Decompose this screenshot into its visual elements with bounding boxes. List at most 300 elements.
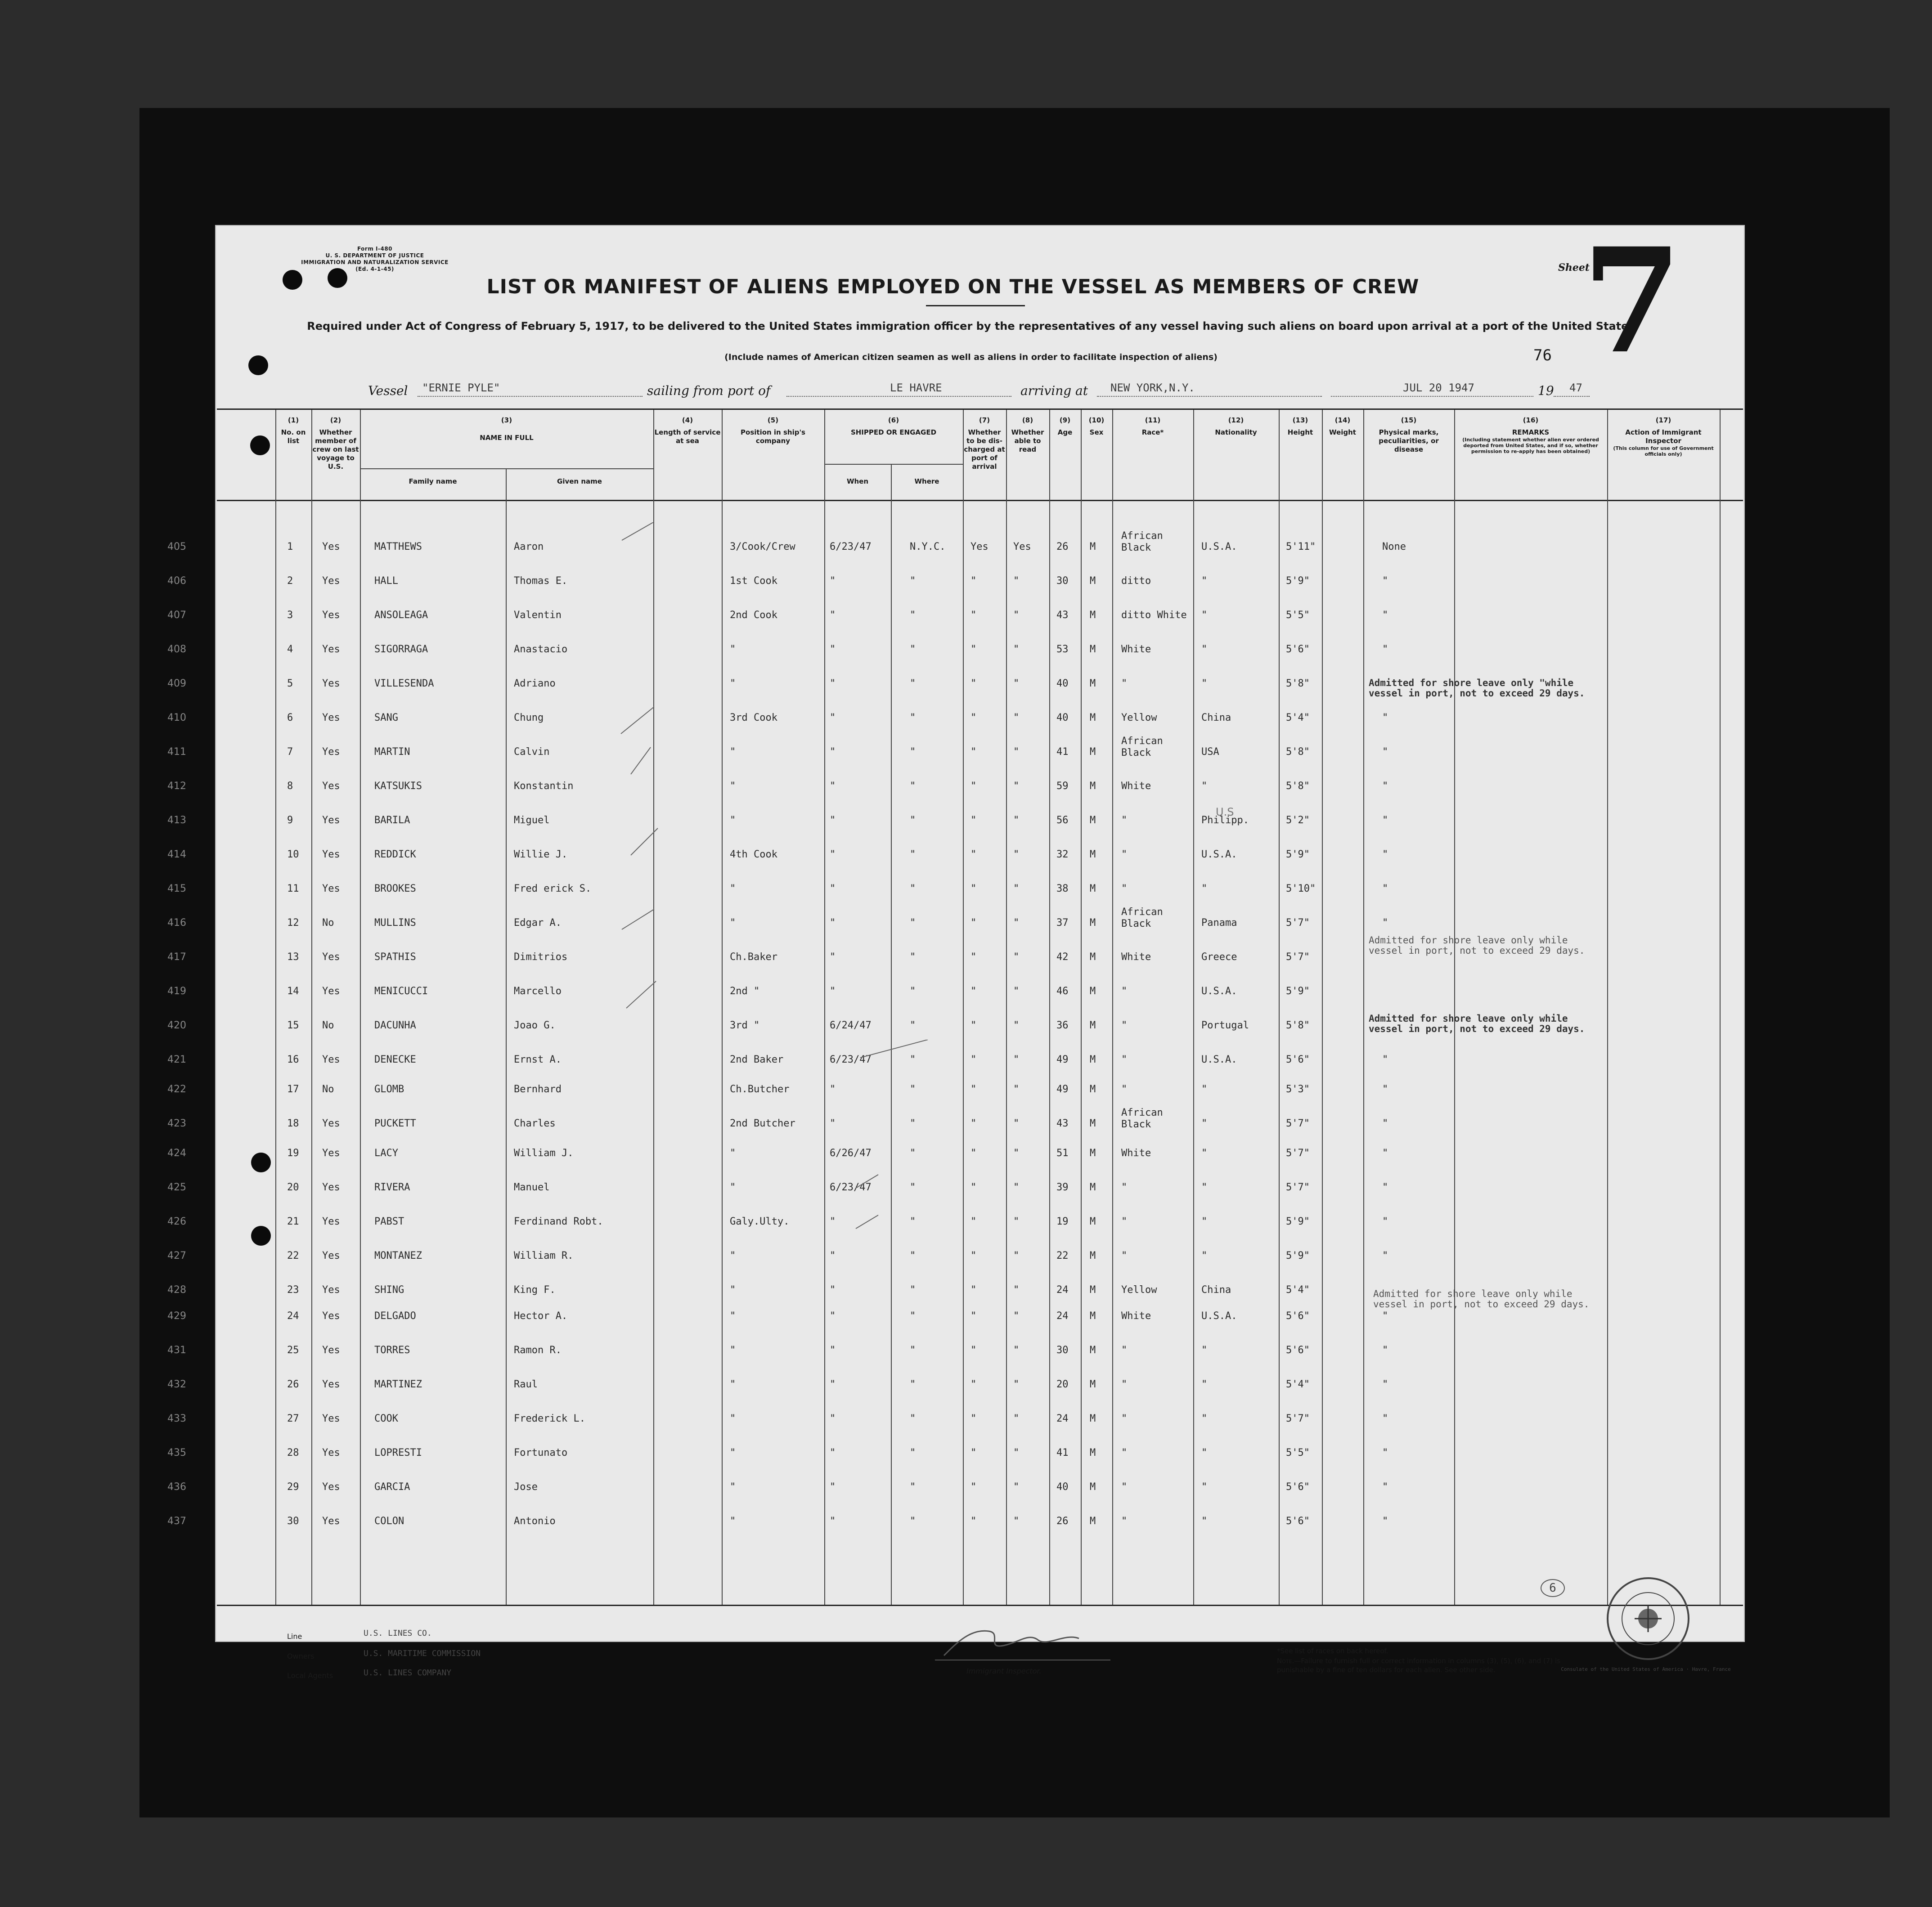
- family-name-cell: GARCIA: [374, 1481, 410, 1493]
- age-cell: 20: [1056, 1379, 1069, 1390]
- last-voyage-cell: Yes: [322, 541, 340, 552]
- height-cell: 5'4": [1286, 1379, 1310, 1390]
- height-cell: 5'9": [1286, 575, 1310, 587]
- discharged-cell: ": [970, 1020, 977, 1031]
- race-cell: White: [1121, 644, 1151, 655]
- shipped-where-cell: ": [910, 781, 916, 792]
- discharged-cell: ": [970, 1084, 977, 1095]
- age-cell: 43: [1056, 610, 1069, 621]
- position-cell: ": [730, 1516, 736, 1527]
- shipped-where-cell: ": [910, 644, 916, 655]
- shipped-where-cell: ": [910, 1413, 916, 1424]
- height-cell: 5'5": [1286, 1447, 1310, 1458]
- col-header-position: (5) Position in ship's company: [741, 416, 805, 445]
- ref-number: 433: [167, 1413, 186, 1424]
- form-identifier: [289, 246, 460, 273]
- family-name-cell: SANG: [374, 712, 398, 723]
- shipped-when-cell: ": [830, 746, 836, 758]
- punch-hole: [283, 270, 302, 290]
- given-name-cell: Miguel: [514, 815, 550, 826]
- discharged-cell: ": [970, 1379, 977, 1390]
- column-rule: [1322, 410, 1323, 1605]
- read-cell: ": [1013, 1447, 1020, 1458]
- position-cell: Galy.Ulty.: [730, 1216, 790, 1227]
- discharged-cell: ": [970, 1118, 977, 1129]
- nationality-cell: ": [1201, 1379, 1208, 1390]
- row-number: 28: [287, 1447, 299, 1458]
- position-cell: 3rd Cook: [730, 712, 777, 723]
- shipped-where-cell: ": [910, 815, 916, 826]
- shipped-where-cell: ": [910, 1516, 916, 1527]
- race-cell: ": [1121, 1250, 1128, 1261]
- age-cell: 42: [1056, 951, 1069, 963]
- sex-cell: M: [1090, 1084, 1096, 1095]
- marks-cell: ": [1382, 1413, 1388, 1424]
- height-cell: 5'9": [1286, 1250, 1310, 1261]
- shipped-when-cell: ": [830, 781, 836, 792]
- col-header-action: (17) Action of Immigrant Inspector (This column for use of Government officials only): [1613, 416, 1714, 457]
- discharged-cell: ": [970, 1216, 977, 1227]
- age-cell: 39: [1056, 1182, 1069, 1193]
- read-cell: ": [1013, 917, 1020, 929]
- read-cell: ": [1013, 1084, 1020, 1095]
- race-cell: ditto: [1121, 575, 1151, 587]
- ref-number: 429: [167, 1310, 186, 1322]
- shipped-when-cell: 6/23/47: [830, 1182, 872, 1193]
- remark-shore-leave: Admitted for shore leave only while vessel in port, not to exceed 29 days.: [1369, 1013, 1585, 1034]
- crew-table: [167, 408, 1743, 1606]
- pencil-date-strokes: [847, 1040, 937, 1256]
- row-number: 27: [287, 1413, 299, 1424]
- marks-cell: ": [1382, 1516, 1388, 1527]
- agents-value: U.S. LINES COMPANY: [364, 1668, 452, 1678]
- column-rule: [1607, 410, 1608, 1605]
- col-header-age: (9) Age: [1057, 416, 1073, 436]
- column-rule: [1720, 410, 1721, 1605]
- given-name-cell: William J.: [514, 1148, 574, 1159]
- read-cell: ": [1013, 1481, 1020, 1493]
- sex-cell: M: [1090, 678, 1096, 689]
- height-cell: 5'3": [1286, 1084, 1310, 1095]
- nationality-cell: ": [1201, 1516, 1208, 1527]
- last-voyage-cell: Yes: [322, 1447, 340, 1458]
- sex-cell: M: [1090, 883, 1096, 894]
- nationality-cell: ": [1201, 1413, 1208, 1424]
- height-cell: 5'8": [1286, 678, 1310, 689]
- age-cell: 41: [1056, 1447, 1069, 1458]
- height-cell: 5'7": [1286, 1182, 1310, 1193]
- row-number: 1: [287, 541, 293, 552]
- col-header-nationality: (12) Nationality: [1215, 416, 1257, 436]
- row-number: 7: [287, 746, 293, 758]
- include-note: (Include names of American citizen seamen as well as aliens in order to facilitate inspection of aliens): [724, 352, 1218, 362]
- discharged-cell: ": [970, 678, 977, 689]
- marks-cell: ": [1382, 746, 1388, 758]
- race-cell: ": [1121, 1516, 1128, 1527]
- marks-cell: ": [1382, 883, 1388, 894]
- stamp-text: Consulate of the United States of America · Havre, France: [1561, 1666, 1731, 1672]
- nationality-cell: Panama: [1201, 917, 1237, 929]
- col-header-height: (13) Height: [1287, 416, 1313, 436]
- nationality-cell: ": [1201, 1148, 1208, 1159]
- col-header-shipped: (6) SHIPPED OR ENGAGED: [850, 416, 937, 436]
- read-cell: ": [1013, 1379, 1020, 1390]
- inspector-signature: [930, 1615, 1119, 1665]
- column-rule: [360, 410, 361, 1605]
- sex-cell: M: [1090, 644, 1096, 655]
- age-cell: 53: [1056, 644, 1069, 655]
- last-voyage-cell: Yes: [322, 1310, 340, 1322]
- given-name-cell: Adriano: [514, 678, 556, 689]
- column-rule: [1454, 410, 1455, 1605]
- sailing-port: LE HAVRE: [890, 381, 942, 394]
- read-cell: ": [1013, 1216, 1020, 1227]
- position-cell: ": [730, 1250, 736, 1261]
- sex-cell: M: [1090, 746, 1096, 758]
- race-cell: ": [1121, 1182, 1128, 1193]
- sex-cell: M: [1090, 712, 1096, 723]
- punch-hole: [248, 355, 268, 375]
- given-name-cell: Joao G.: [514, 1020, 556, 1031]
- shipped-where-cell: ": [910, 712, 916, 723]
- year-suffix: 47: [1569, 381, 1582, 394]
- last-voyage-cell: Yes: [322, 610, 340, 621]
- discharged-cell: ": [970, 1447, 977, 1458]
- read-cell: ": [1013, 610, 1020, 621]
- marks-cell: ": [1382, 1250, 1388, 1261]
- position-cell: ": [730, 644, 736, 655]
- family-name-cell: SIGORRAGA: [374, 644, 428, 655]
- position-cell: 2nd ": [730, 986, 760, 997]
- given-name-cell: Ernst A.: [514, 1054, 562, 1065]
- last-voyage-cell: Yes: [322, 712, 340, 723]
- shipped-when-cell: ": [830, 1516, 836, 1527]
- shipped-when-cell: 6/24/47: [830, 1020, 872, 1031]
- remark-shore-leave: Admitted for shore leave only while vessel in port, not to exceed 29 days.: [1373, 1288, 1590, 1310]
- family-name-cell: SPATHIS: [374, 951, 416, 963]
- dotted-rule: [1554, 396, 1590, 397]
- last-voyage-cell: Yes: [322, 1379, 340, 1390]
- given-name-cell: Charles: [514, 1118, 556, 1129]
- column-rule: [963, 410, 964, 1605]
- race-cell: White: [1121, 951, 1151, 963]
- position-cell: ": [730, 1310, 736, 1322]
- ref-number: 423: [167, 1118, 186, 1129]
- shipped-where-cell: ": [910, 917, 916, 929]
- line-value: U.S. LINES CO.: [364, 1629, 432, 1638]
- arriving-label: arriving at: [1020, 383, 1088, 398]
- read-cell: ": [1013, 781, 1020, 792]
- age-cell: 49: [1056, 1084, 1069, 1095]
- position-cell: ": [730, 781, 736, 792]
- age-cell: 24: [1056, 1284, 1069, 1296]
- ref-number: 416: [167, 917, 186, 929]
- shipped-when-cell: ": [830, 610, 836, 621]
- row-number: 14: [287, 986, 299, 997]
- discharged-cell: ": [970, 781, 977, 792]
- height-cell: 5'7": [1286, 1118, 1310, 1129]
- ref-number: 417: [167, 951, 186, 963]
- given-name-cell: Ferdinand Robt.: [514, 1216, 603, 1227]
- penalty-note: Note.—Failure to furnish full or correct information in columns (3), (5), (6), and (7) is punishable by a fine of ten dollars for each alien. See other side.: [1277, 1657, 1560, 1674]
- last-voyage-cell: Yes: [322, 1250, 340, 1261]
- discharged-cell: ": [970, 849, 977, 860]
- ref-number: 437: [167, 1516, 186, 1527]
- family-name-cell: MULLINS: [374, 917, 416, 929]
- marks-cell: ": [1382, 1182, 1388, 1193]
- given-name-cell: Thomas E.: [514, 575, 568, 587]
- family-name-cell: COOK: [374, 1413, 398, 1424]
- nationality-cell: ": [1201, 1182, 1208, 1193]
- shipped-where-cell: ": [910, 1379, 916, 1390]
- shipped-where-cell: ": [910, 1345, 916, 1356]
- family-name-cell: ANSOLEAGA: [374, 610, 428, 621]
- family-name-cell: RIVERA: [374, 1182, 410, 1193]
- position-cell: ": [730, 883, 736, 894]
- col-header-given-name: Given name: [557, 477, 602, 485]
- sex-cell: M: [1090, 815, 1096, 826]
- shipped-when-cell: ": [830, 951, 836, 963]
- arrival-date: JUL 20 1947: [1403, 381, 1474, 394]
- read-cell: ": [1013, 575, 1020, 587]
- row-number: 8: [287, 781, 293, 792]
- read-cell: ": [1013, 1345, 1020, 1356]
- discharged-cell: ": [970, 1148, 977, 1159]
- sex-cell: M: [1090, 1020, 1096, 1031]
- shipped-where-cell: ": [910, 1250, 916, 1261]
- discharged-cell: ": [970, 1284, 977, 1296]
- age-cell: 49: [1056, 1054, 1069, 1065]
- height-cell: 5'6": [1286, 1345, 1310, 1356]
- col-header-race: (11) Race*: [1141, 416, 1164, 436]
- discharged-cell: ": [970, 1481, 977, 1493]
- shipped-when-cell: ": [830, 1216, 836, 1227]
- column-rule: [1363, 410, 1364, 1605]
- shipped-where-cell: ": [910, 678, 916, 689]
- nationality-cell: ": [1201, 1481, 1208, 1493]
- given-name-cell: Jose: [514, 1481, 538, 1493]
- discharged-cell: ": [970, 610, 977, 621]
- discharged-cell: ": [970, 986, 977, 997]
- sheet-label: Sheet: [1558, 262, 1590, 274]
- shipped-where-cell: ": [910, 1284, 916, 1296]
- ref-number: 422: [167, 1084, 186, 1095]
- family-name-cell: SHING: [374, 1284, 404, 1296]
- position-cell: ": [730, 917, 736, 929]
- nationality-cell: ": [1201, 1250, 1208, 1261]
- shipped-when-cell: ": [830, 1345, 836, 1356]
- last-voyage-cell: No: [322, 1020, 334, 1031]
- race-cell: ": [1121, 986, 1128, 997]
- age-cell: 22: [1056, 1250, 1069, 1261]
- position-cell: ": [730, 1284, 736, 1296]
- family-name-cell: DACUNHA: [374, 1020, 416, 1031]
- last-voyage-cell: Yes: [322, 1216, 340, 1227]
- shipped-when-cell: 6/23/47: [830, 541, 872, 552]
- shipped-when-cell: 6/26/47: [830, 1148, 872, 1159]
- dotted-rule: [418, 396, 643, 397]
- read-cell: ": [1013, 883, 1020, 894]
- given-name-cell: Manuel: [514, 1182, 550, 1193]
- title-rule: [926, 305, 1025, 306]
- last-voyage-cell: Yes: [322, 746, 340, 758]
- row-number: 18: [287, 1118, 299, 1129]
- row-number: 6: [287, 712, 293, 723]
- nationality-cell: Portugal: [1201, 1020, 1249, 1031]
- height-cell: 5'6": [1286, 1516, 1310, 1527]
- given-name-cell: Frederick L.: [514, 1413, 585, 1424]
- sex-cell: M: [1090, 781, 1096, 792]
- row-number: 10: [287, 849, 299, 860]
- height-cell: 5'9": [1286, 986, 1310, 997]
- position-cell: Ch.Baker: [730, 951, 777, 963]
- family-name-cell: DELGADO: [374, 1310, 416, 1322]
- age-cell: 51: [1056, 1148, 1069, 1159]
- row-number: 22: [287, 1250, 299, 1261]
- given-name-cell: Konstantin: [514, 781, 574, 792]
- position-cell: ": [730, 678, 736, 689]
- circled-number: 6: [1541, 1579, 1565, 1597]
- column-rule: [275, 410, 276, 1605]
- col-header-where: Where: [914, 477, 939, 485]
- read-cell: ": [1013, 1054, 1020, 1065]
- col-header-last-voyage: (2) Whether member of crew on last voyage to U.S.: [312, 416, 359, 471]
- last-voyage-cell: Yes: [322, 883, 340, 894]
- ref-number: 412: [167, 781, 186, 792]
- family-name-cell: LACY: [374, 1148, 398, 1159]
- position-cell: ": [730, 1379, 736, 1390]
- family-name-cell: HALL: [374, 575, 398, 587]
- nationality-cell: U.S.A.: [1201, 1054, 1237, 1065]
- nationality-cell: ": [1201, 1118, 1208, 1129]
- discharged-cell: ": [970, 1310, 977, 1322]
- race-cell: Yellow: [1121, 1284, 1157, 1296]
- marks-cell: ": [1382, 712, 1388, 723]
- race-cell: ": [1121, 678, 1128, 689]
- family-name-cell: MENICUCCI: [374, 986, 428, 997]
- discharged-cell: ": [970, 746, 977, 758]
- family-name-cell: VILLESENDA: [374, 678, 434, 689]
- family-name-cell: MATTHEWS: [374, 541, 422, 552]
- row-number: 26: [287, 1379, 299, 1390]
- race-cell: Yellow: [1121, 712, 1157, 723]
- age-cell: 41: [1056, 746, 1069, 758]
- sheet-number: 7: [1582, 217, 1682, 386]
- nationality-cell: Greece: [1201, 951, 1237, 963]
- height-cell: 5'6": [1286, 1310, 1310, 1322]
- height-cell: 5'7": [1286, 1413, 1310, 1424]
- family-name-cell: KATSUKIS: [374, 781, 422, 792]
- shipped-where-cell: N.Y.C.: [910, 541, 946, 552]
- shipped-when-cell: ": [830, 883, 836, 894]
- shipped-where-cell: ": [910, 1084, 916, 1095]
- last-voyage-cell: Yes: [322, 1284, 340, 1296]
- shipped-when-cell: ": [830, 678, 836, 689]
- document-title: LIST OR MANIFEST OF ALIENS EMPLOYED ON THE VESSEL AS MEMBERS OF CREW: [486, 275, 1420, 298]
- sex-cell: M: [1090, 986, 1096, 997]
- agents-label: Local Agents: [287, 1671, 333, 1680]
- shipped-when-cell: ": [830, 575, 836, 587]
- shipped-when-cell: ": [830, 849, 836, 860]
- position-cell: ": [730, 746, 736, 758]
- shipped-where-cell: ": [910, 1481, 916, 1493]
- sex-cell: M: [1090, 1118, 1096, 1129]
- ref-number: 408: [167, 644, 186, 655]
- age-cell: 40: [1056, 678, 1069, 689]
- shipped-where-cell: ": [910, 1216, 916, 1227]
- shipped-where-cell: ": [910, 575, 916, 587]
- height-cell: 5'8": [1286, 781, 1310, 792]
- read-cell: ": [1013, 1020, 1020, 1031]
- given-name-cell: Anastacio: [514, 644, 568, 655]
- given-name-cell: Raul: [514, 1379, 538, 1390]
- age-cell: 19: [1056, 1216, 1069, 1227]
- height-cell: 5'6": [1286, 1054, 1310, 1065]
- sex-cell: M: [1090, 1516, 1096, 1527]
- last-voyage-cell: Yes: [322, 575, 340, 587]
- position-cell: ": [730, 1481, 736, 1493]
- height-cell: 5'2": [1286, 815, 1310, 826]
- height-cell: 5'8": [1286, 746, 1310, 758]
- read-cell: ": [1013, 815, 1020, 826]
- nationality-cell: ": [1201, 883, 1208, 894]
- position-cell: ": [730, 1447, 736, 1458]
- nationality-cell: ": [1201, 1447, 1208, 1458]
- pencil-check-marks: [613, 522, 667, 1287]
- discharged-cell: ": [970, 1182, 977, 1193]
- shipped-where-cell: ": [910, 1310, 916, 1322]
- row-number: 29: [287, 1481, 299, 1493]
- row-number: 20: [287, 1182, 299, 1193]
- last-voyage-cell: Yes: [322, 678, 340, 689]
- marks-cell: ": [1382, 575, 1388, 587]
- department: U. S. DEPARTMENT OF JUSTICE: [325, 252, 424, 259]
- race-cell: ": [1121, 1020, 1128, 1031]
- col-header-read: (8) Whether able to read: [1011, 416, 1044, 453]
- remark-shore-leave: Admitted for shore leave only "while vessel in port, not to exceed 29 days.: [1369, 678, 1585, 699]
- sex-cell: M: [1090, 1481, 1096, 1493]
- row-number: 2: [287, 575, 293, 587]
- race-cell: ": [1121, 1379, 1128, 1390]
- age-cell: 32: [1056, 849, 1069, 860]
- ref-number: 407: [167, 610, 186, 621]
- read-cell: ": [1013, 644, 1020, 655]
- shipped-when-cell: ": [830, 644, 836, 655]
- age-cell: 30: [1056, 1345, 1069, 1356]
- manifest-sheet: [167, 217, 1745, 1680]
- position-cell: ": [730, 1148, 736, 1159]
- read-cell: ": [1013, 712, 1020, 723]
- dotted-rule: [1331, 396, 1533, 397]
- service: IMMIGRATION AND NATURALIZATION SERVICE: [301, 259, 449, 265]
- read-cell: ": [1013, 1284, 1020, 1296]
- col-header-sex: (10) Sex: [1088, 416, 1105, 436]
- col-header-name: (3) NAME IN FULL: [480, 416, 534, 442]
- position-cell: 2nd Cook: [730, 610, 777, 621]
- discharged-cell: ": [970, 712, 977, 723]
- sex-cell: M: [1090, 849, 1096, 860]
- marks-cell: ": [1382, 1481, 1388, 1493]
- given-name-cell: Chung: [514, 712, 544, 723]
- height-cell: 5'4": [1286, 1284, 1310, 1296]
- given-name-cell: Aaron: [514, 541, 544, 552]
- year-prefix: 19: [1538, 383, 1554, 398]
- race-cell: ": [1121, 883, 1128, 894]
- nationality-cell: ": [1201, 644, 1208, 655]
- race-cell: ": [1121, 1481, 1128, 1493]
- inspector-label: Immigrant Inspector.: [966, 1667, 1042, 1675]
- shipped-where-cell: ": [910, 849, 916, 860]
